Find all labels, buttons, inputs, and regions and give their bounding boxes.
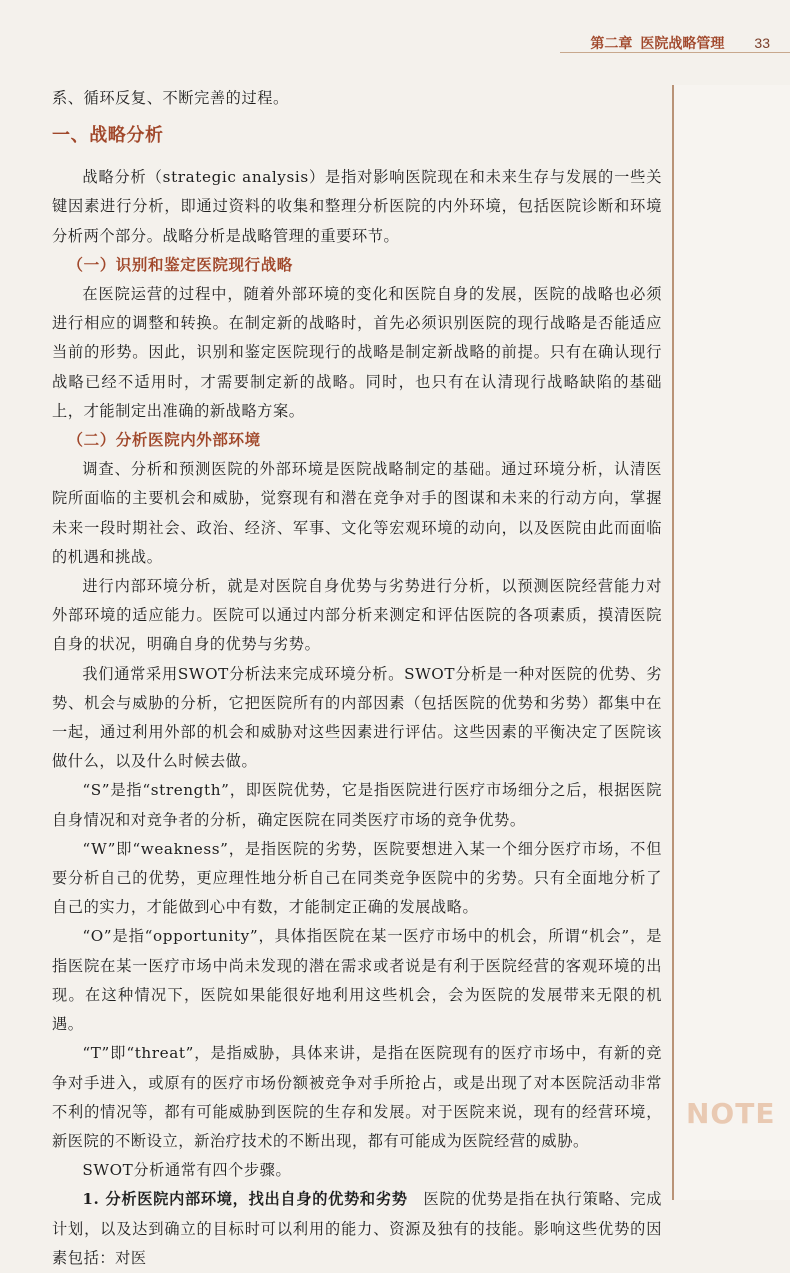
margin-band xyxy=(674,85,790,1200)
paragraph-continuation: 系、循环反复、不断完善的过程。 xyxy=(52,89,289,107)
body-text xyxy=(52,84,662,1273)
paragraph-external-environment: 调查、分析和预测医院的外部环境是医院战略制定的基础。通过环境分析，认清医院所面临的主要机会和威胁，觉察现有和潜在竞争对手的图谋和未来的行动方向，掌握未来一段时期社会、政治、经济、军事、文化等宏观环境的动向，以及医院由此而面临的机遇和挑战。 xyxy=(52,460,662,566)
paragraph-swot-intro: 我们通常采用SWOT分析法来完成环境分析。SWOT分析是一种对医院的优势、劣势、机会与威胁的分析，它把医院所有的内部因素（包括医院的优势和劣势）都集中在一起，通过利用外部的机会和威胁对这些因素进行评估。这些因素的平衡决定了医院该做什么，以及什么时候去做。 xyxy=(52,664,662,771)
paragraph-weakness: “W”即“weakness”，是指医院的劣势，医院要想进入某一个细分医疗市场，不但要分析自己的优势，更应理性地分析自己在同类竞争医院中的劣势。只有全面地分析了自己的实力，才能做到心中有数，才能制定正确的发展战略。 xyxy=(52,839,662,917)
section-heading: 一、战略分析 xyxy=(52,125,164,147)
chapter-title: 医院战略管理 xyxy=(640,36,725,52)
running-header xyxy=(0,33,770,53)
subsection-heading-current-strategy: （一）识别和鉴定医院现行战略 xyxy=(67,255,293,274)
paragraph-internal-environment: 进行内部环境分析，就是对医院自身优势与劣势进行分析，以预测医院经营能力对外部环境的适应能力。医院可以通过内部分析来测定和评估医院的各项素质，摸清医院自身的状况，明确自身的优势与劣势。 xyxy=(52,577,662,654)
paragraph-step-one xyxy=(52,1185,662,1273)
note-stamp: NOTE xyxy=(686,1097,776,1130)
subsection-heading-environment: （二）分析医院内外部环境 xyxy=(67,431,261,450)
paragraph-swot-steps: SWOT分析通常有四个步骤。 xyxy=(82,1161,292,1180)
paragraph-strength: “S”是指“strength”，即医院优势，它是指医院进行医疗市场细分之后，根据医院自身情况和对竞争者的分析，确定医院在同类医疗市场的竞争优势。 xyxy=(52,781,662,829)
step-one-text: 医院的优势是指在执行策略、完成计划，以及达到确立的目标时可以利用的能力、资源及独有的技能。影响这些优势的因素包括：对医 xyxy=(52,1190,662,1267)
paragraph-strategic-analysis: 战略分析（strategic analysis）是指对影响医院现在和未来生存与发展的一些关键因素进行分析，即通过资料的收集和整理分析医院的内外环境，包括医院诊断和环境分析两个部分。战略分析是战略管理的重要环节。 xyxy=(52,168,662,245)
paragraph-opportunity: “O”是指“opportunity”，具体指医院在某一医疗市场中的机会，所谓“机会”，是指医院在某一医疗市场中尚未发现的潜在需求或者说是有利于医院经营的客观环境的出现。在这种情况下，医院如果能很好地利用这些机会，会为医院的发展带来无限的机遇。 xyxy=(52,927,662,1034)
chapter-label: 第二章 xyxy=(590,36,633,52)
margin-rule xyxy=(672,85,674,1200)
page-number: 33 xyxy=(754,35,770,51)
step-one-heading: 1. 分析医院内部环境，找出自身的优势和劣势 xyxy=(82,1190,408,1209)
paragraph-threat: “T”即“threat”，是指威胁，具体来讲，是指在医院现有的医疗市场中，有新的竞争对手进入，或原有的医疗市场份额被竞争对手所抢占，或是出现了对本医院活动非常不利的情况等，都有可能威胁到医院的生存和发展。对于医院来说，现有的经营环境，新医院的不断设立，新治疗技术的不断出现，都有可能成为医院经营的威胁。 xyxy=(52,1044,662,1150)
paragraph-current-strategy: 在医院运营的过程中，随着外部环境的变化和医院自身的发展，医院的战略也必须进行相应的调整和转换。在制定新的战略时，首先必须识别医院的现行战略是否能适应当前的形势。因此，识别和鉴定医院现行的战略是制定新战略的前提。只有在确认现行战略已经不适用时，才需要制定新的战略。同时，也只有在认清现行战略缺陷的基础上，才能制定出准确的新战略方案。 xyxy=(52,285,662,420)
